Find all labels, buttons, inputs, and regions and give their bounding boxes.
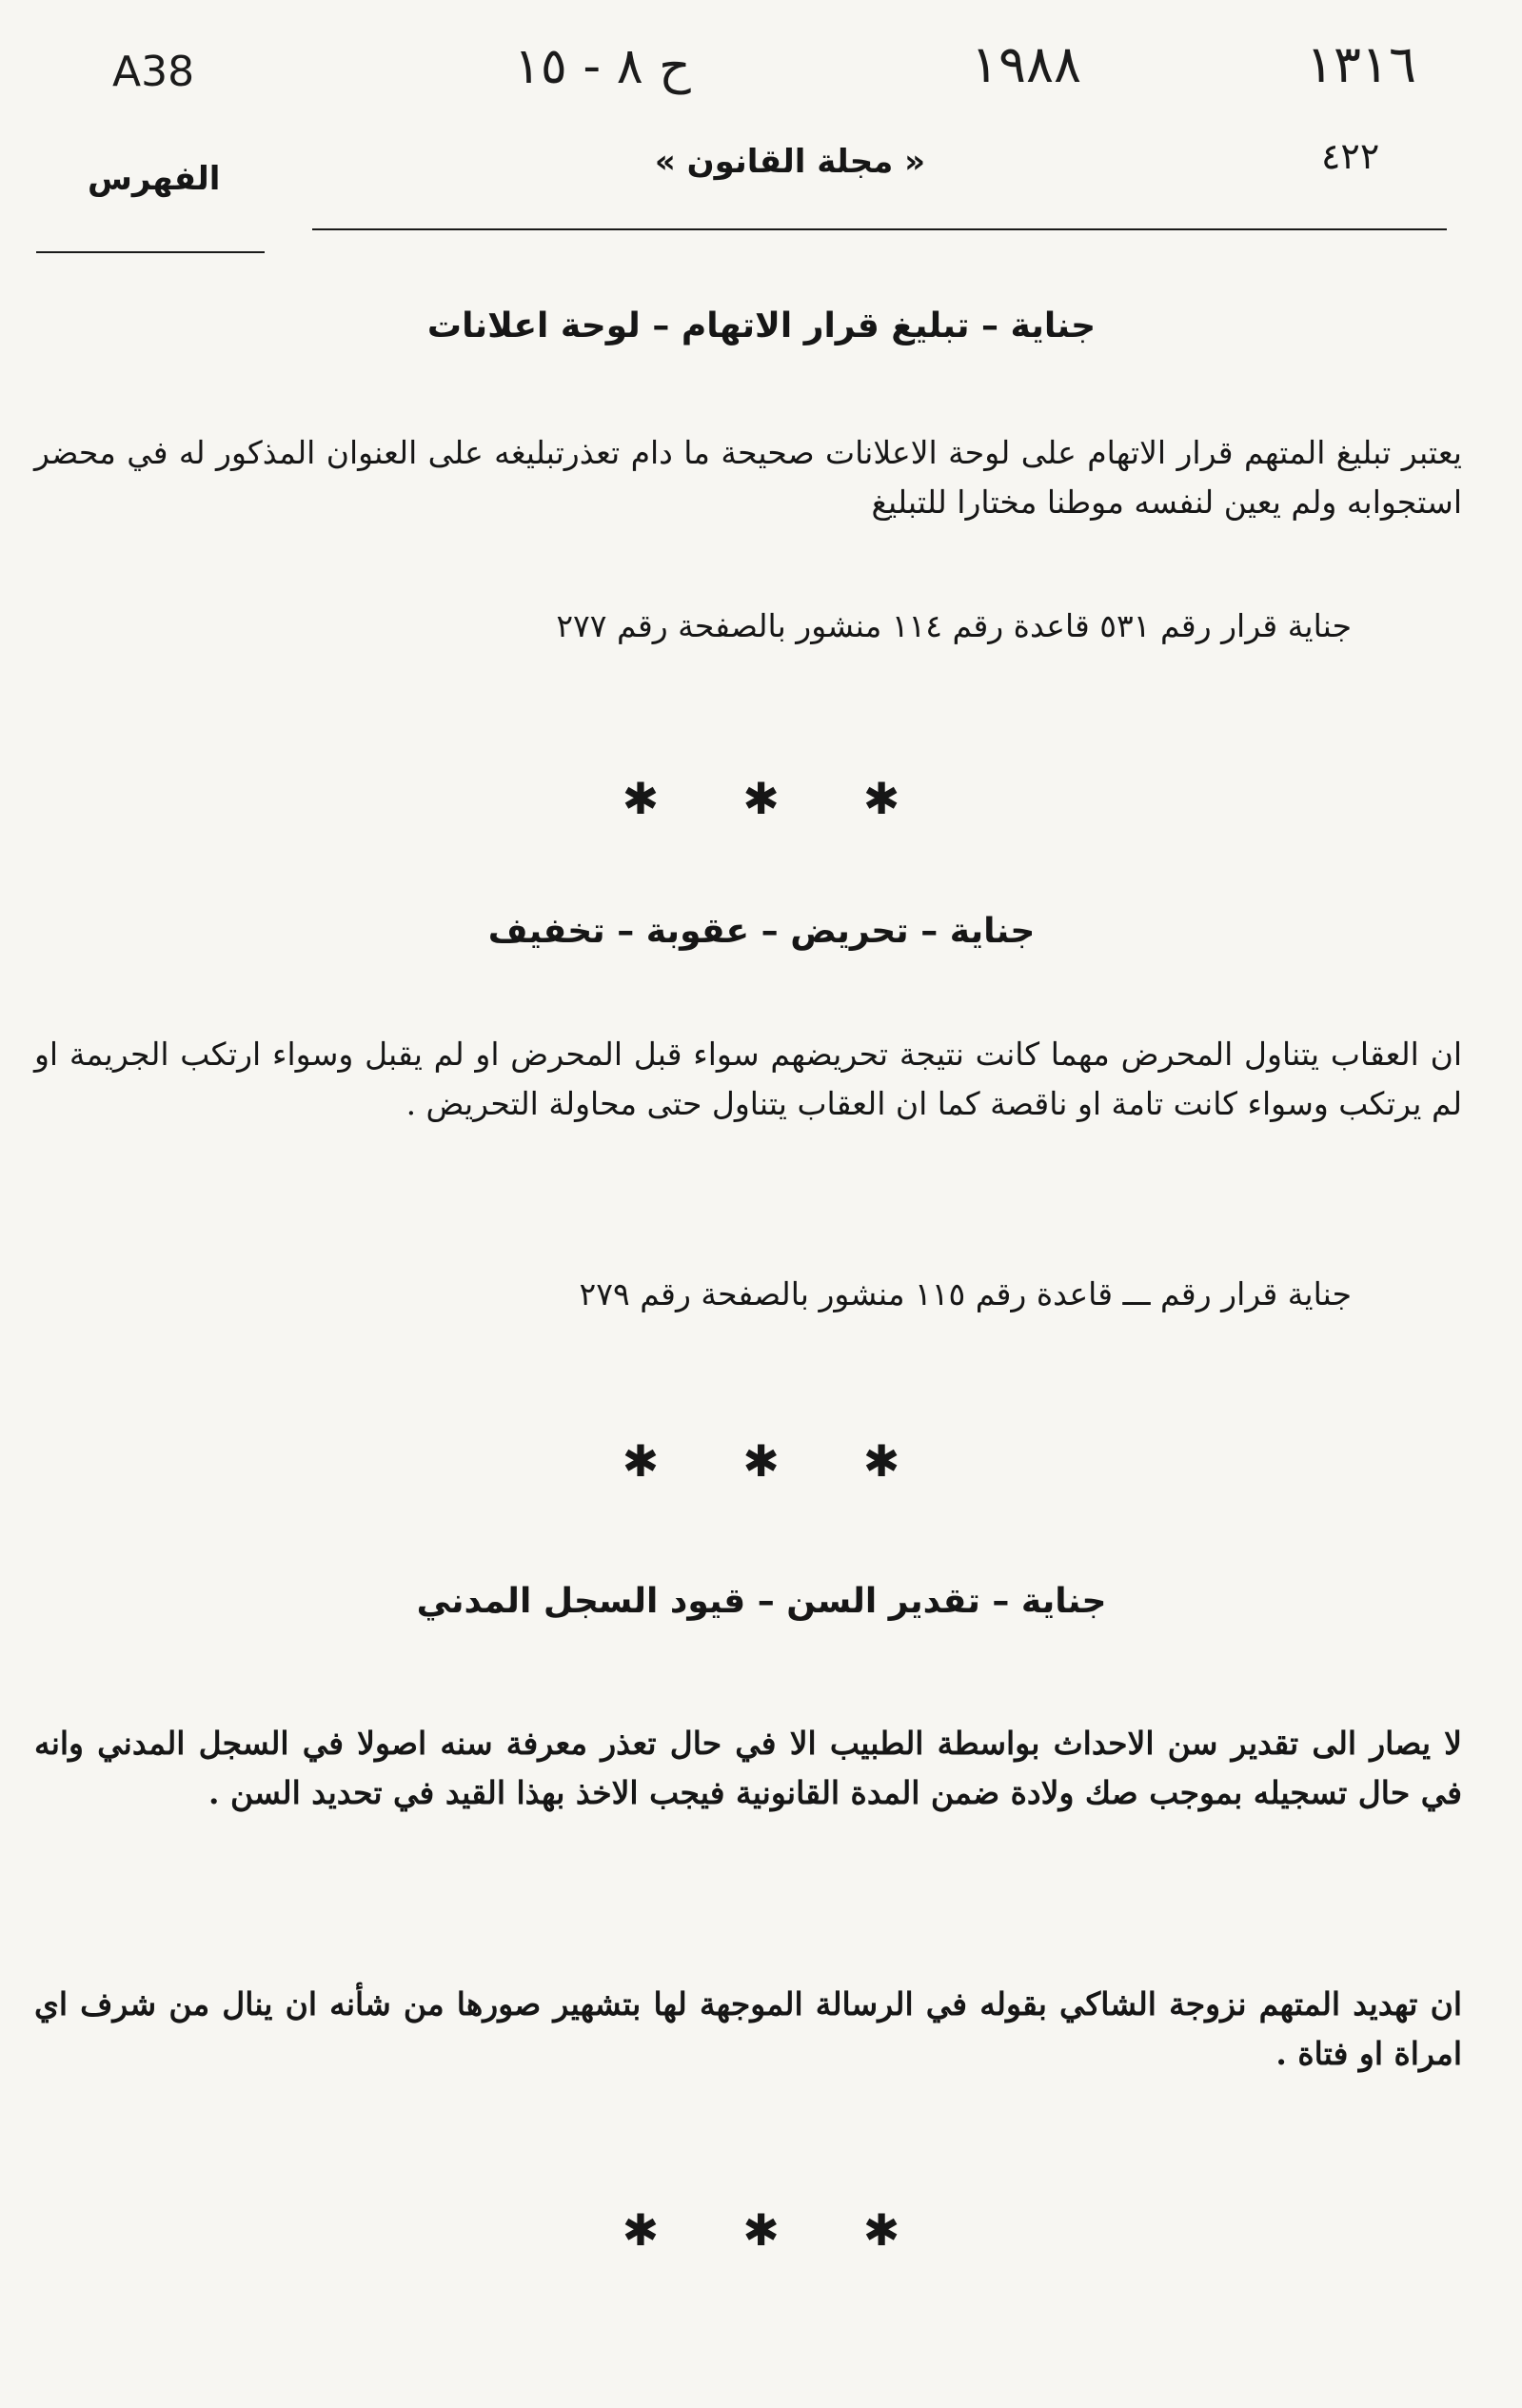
header-rule-left: [36, 251, 265, 253]
asterisk-icon: ✱: [862, 773, 900, 824]
asterisk-icon: ✱: [742, 2204, 780, 2256]
section-paragraph: ان تهديد المتهم نزوجة الشاكي بقوله في الرسالة الموجهة لها بتشهير صورها من شأنه ان ينال من شرف اي امراة او فتاة .: [34, 1985, 1462, 2072]
section-heading: جناية – تحريض – عقوبة – تخفيف: [487, 912, 1036, 951]
section-paragraph: لا يصار الى تقدير سن الاحداث بواسطة الطبيب الا في حال تعذر معرفة سنه اصولا في السجل المدني وانه في حال تسجيله بموجب صك ولادة ضمن المدة القانونية فيجب الاخذ بهذا القيد في تحديد السن .: [34, 1725, 1462, 1811]
asterisk-icon: ✱: [742, 773, 780, 824]
section-reference: جناية قرار رقم ٥٣١ قاعدة رقم ١١٤ منشور بالصفحة رقم ٢٧٧: [556, 607, 1352, 644]
section-separator: [0, 2204, 1522, 2256]
section-paragraph: ان العقاب يتناول المحرض مهما كانت نتيجة تحريضهم سواء قبل المحرض او لم يقبل وسواء ارتكب الجريمة او لم يرتكب وسواء كانت تامة او ناقصة كما ان العقاب يتناول حتى محاولة التحريض .: [34, 1036, 1462, 1122]
asterisk-icon: ✱: [862, 2204, 900, 2256]
section-heading: جناية – تقدير السن – قيود السجل المدني: [416, 1582, 1107, 1621]
section-reference: جناية قرار رقم ـــ قاعدة رقم ١١٥ منشور بالصفحة رقم ٢٧٩: [579, 1275, 1352, 1313]
section-heading: جناية – تبليغ قرار الاتهام – لوحة اعلانات: [426, 306, 1097, 345]
asterisk-icon: ✱: [622, 2204, 660, 2256]
handwritten-page-number: ١٣١٦: [1306, 34, 1417, 94]
section-separator: [0, 773, 1522, 824]
asterisk-icon: ✱: [862, 1435, 900, 1487]
handwritten-archive-code: A38: [112, 48, 195, 96]
section-separator: [0, 1435, 1522, 1487]
header-rule-right: [312, 228, 1447, 230]
handwritten-year: ١٩٨٨: [971, 34, 1082, 94]
asterisk-icon: ✱: [742, 1435, 780, 1487]
asterisk-icon: ✱: [622, 1435, 660, 1487]
index-label: الفهرس: [88, 160, 221, 198]
section-paragraph: يعتبر تبليغ المتهم قرار الاتهام على لوحة الاعلانات صحيحة ما دام تعذرتبليغه على العنوان المذكور له في محضر استجوابه ولم يعين لنفسه موطنا مختارا للتبليغ: [34, 434, 1462, 521]
asterisk-icon: ✱: [622, 773, 660, 824]
journal-title: « مجلة القانون »: [654, 143, 926, 181]
page-number: ٤٢٢: [1321, 135, 1380, 177]
handwritten-issue-code: ح ٨ - ١٥: [514, 38, 691, 95]
